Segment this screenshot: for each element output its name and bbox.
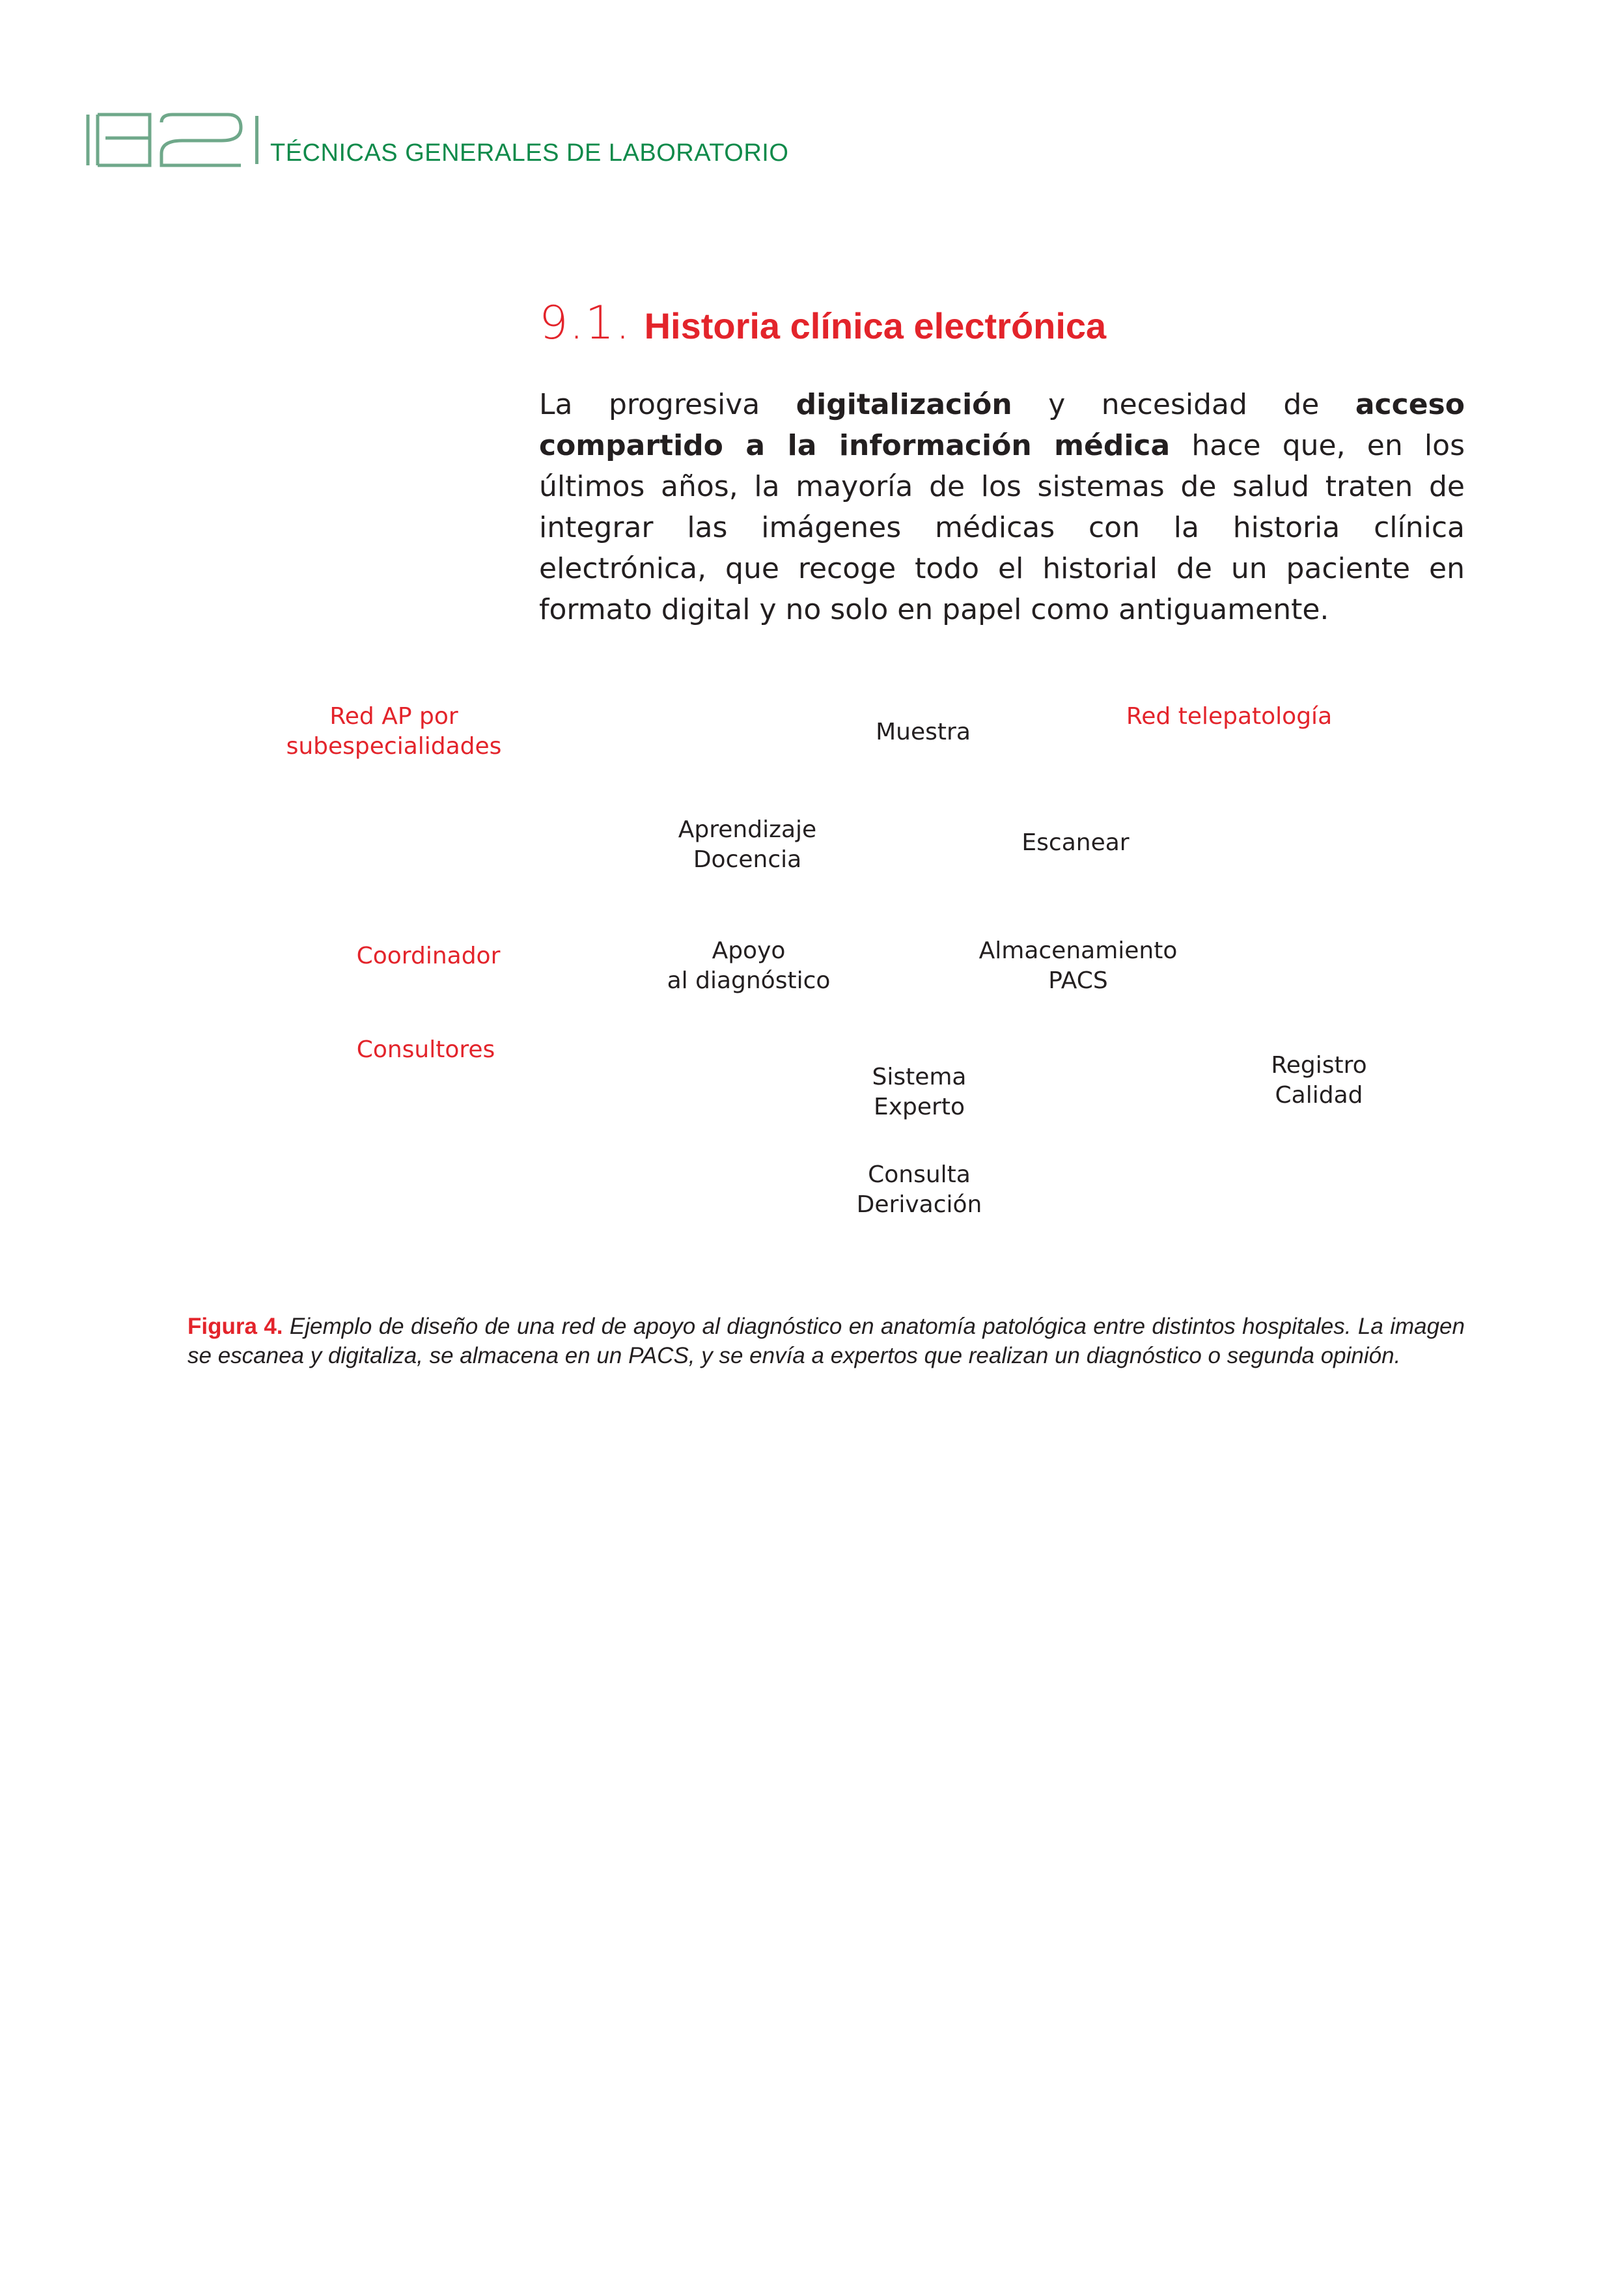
- paragraph-emphasis: digitalización: [796, 388, 1012, 421]
- section-number: 9.1.: [539, 296, 631, 350]
- node-label: Sistema: [872, 1064, 967, 1090]
- paragraph-text: hace que, en los últimos años, la mayoría de los sistemas de salud traten de integrar las imágenes médicas con la historia clínica electrónica, que recoge todo el historial de un paciente en formato digital y no solo en papel como antiguamente.: [539, 429, 1465, 626]
- node-label: Derivación: [856, 1191, 982, 1218]
- node-escanear: [1021, 828, 1129, 858]
- section-heading: Historia clínica electrónica: [644, 305, 1107, 346]
- node-label: Aprendizaje: [678, 816, 817, 843]
- node-label: Coordinador: [356, 943, 501, 969]
- node-label: Red telepatología: [1126, 703, 1333, 730]
- node-label: Calidad: [1275, 1082, 1363, 1109]
- section-title: [539, 296, 1106, 350]
- node-apoyo: [667, 936, 831, 996]
- node-registro: [1271, 1051, 1366, 1111]
- node-label: Experto: [873, 1094, 965, 1120]
- node-label: Red AP por: [329, 703, 458, 730]
- node-label: Escanear: [1021, 829, 1130, 856]
- node-label: Docencia: [693, 846, 802, 873]
- node-consulta: [857, 1160, 982, 1220]
- node-label: Apoyo: [712, 937, 786, 964]
- node-label: Registro: [1271, 1052, 1367, 1079]
- caption-label: Figura 4.: [187, 1314, 283, 1339]
- node-label: Consulta: [868, 1161, 971, 1188]
- caption-text: Ejemplo de diseño de una red de apoyo al diagnóstico en anatomía patológica entre distintos hospitales. La imagen se escanea y digitaliza, se almacena en un PACS, y se envía a expertos que realizan un diagnóstico o segunda opinión.: [187, 1314, 1465, 1368]
- node-label: Consultores: [356, 1036, 495, 1063]
- page-number: [85, 111, 244, 169]
- node-muestra: [876, 717, 971, 747]
- node-label: subespecialidades: [286, 733, 502, 760]
- node-sistema-experto: [872, 1062, 966, 1122]
- node-label: Almacenamiento: [978, 937, 1178, 964]
- figure-caption: [187, 1312, 1465, 1370]
- paragraph-text: y necesidad de: [1012, 388, 1355, 421]
- node-red-telepatologia: [1126, 702, 1332, 732]
- node-label: al diagnóstico: [667, 967, 831, 994]
- node-aprendizaje: [678, 815, 816, 875]
- paragraph-text: La progresiva: [539, 388, 796, 421]
- header-divider: [255, 116, 258, 164]
- paragraph-emphasis: acceso compartido a la información médica: [539, 388, 1465, 462]
- node-red-ap: [286, 702, 502, 762]
- node-consultores: [357, 1035, 495, 1065]
- node-label: Muestra: [876, 719, 971, 745]
- running-header-title: TÉCNICAS GENERALES DE LABORATORIO: [270, 139, 789, 167]
- page-header: [85, 111, 996, 169]
- body-paragraph: [539, 384, 1465, 630]
- page-number-graphic: [85, 111, 244, 169]
- node-coordinador: [357, 941, 501, 971]
- node-almacenamiento: [979, 936, 1178, 996]
- node-label: PACS: [1048, 967, 1108, 994]
